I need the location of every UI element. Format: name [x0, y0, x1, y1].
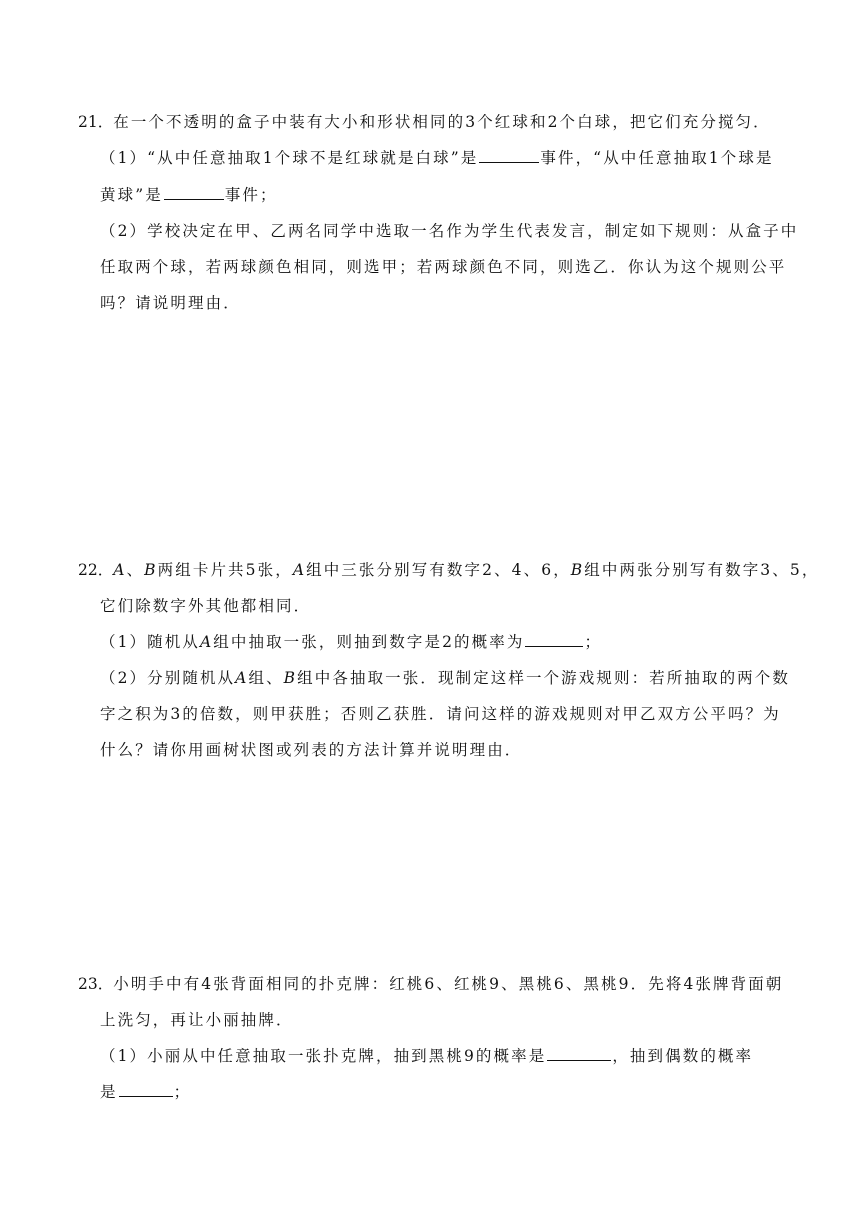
- q22-part2-line1: [100, 666, 790, 688]
- variable-b: B: [144, 561, 158, 579]
- part-text: 是: [100, 1083, 118, 1101]
- q22-part2-line3: [100, 738, 522, 760]
- stem-text: 上洗匀，再让小丽抽牌．: [100, 1011, 294, 1029]
- part-text: 组中抽取一张，则抽到数字是2的概率为: [213, 633, 525, 651]
- q23-part1-line2: [100, 1080, 191, 1102]
- variable-a: A: [113, 561, 127, 579]
- q23-stem-line2: [100, 1008, 294, 1030]
- variable-a: A: [292, 561, 307, 579]
- q22-part2-line2: [100, 702, 781, 724]
- part-text: 黄球”是: [100, 186, 163, 204]
- q21-stem-line: [78, 110, 771, 132]
- stem-text: 两组卡片共5张，: [157, 561, 293, 579]
- part-text: （1）“从中任意抽取1个球不是红球就是白球”是: [100, 149, 479, 167]
- part-text: 事件，“从中任意抽取1个球是: [540, 149, 774, 167]
- variable-a: A: [199, 633, 214, 651]
- variable-b: B: [570, 561, 585, 579]
- answer-blank[interactable]: [164, 185, 224, 200]
- part-text: ，抽到偶数的概率: [612, 1047, 754, 1065]
- stem-text: 它们除数字外其他都相同．: [100, 597, 312, 615]
- q22-part1-line: [100, 630, 602, 652]
- q21-part1-line2: [100, 183, 278, 205]
- question-number: 22．: [78, 561, 114, 579]
- part-text: （1）随机从: [100, 633, 200, 651]
- part-text: （2）学校决定在甲、乙两名同学中选取一名作为学生代表发言，制定如下规则：从盒子中: [100, 222, 799, 240]
- part-text: （1）小丽从中任意抽取一张扑克牌，抽到黑桃9的概率是: [100, 1047, 547, 1065]
- part-text: 什么？请你用画树状图或列表的方法计算并说明理由．: [100, 741, 523, 759]
- q22-stem-line: [78, 558, 819, 580]
- question-stem: 在一个不透明的盒子中装有大小和形状相同的3个红球和2个白球，把它们充分搅匀．: [113, 113, 771, 131]
- q21-part2-line3: [100, 291, 241, 313]
- question-stem: 小明手中有4张背面相同的扑克牌：红桃6、红桃9、黑桃6、黑桃9．先将4张牌背面朝: [113, 975, 784, 993]
- question-number: 23．: [78, 975, 114, 993]
- variable-b: B: [283, 669, 298, 687]
- part-text: （2）分别随机从: [100, 669, 236, 687]
- part-text: ；: [173, 1083, 192, 1101]
- q21-part1-line1: [100, 146, 774, 168]
- part-text: 组、: [248, 669, 284, 687]
- stem-text: 、: [126, 561, 145, 579]
- part-text: 事件；: [224, 186, 278, 204]
- part-text: 组中各抽取一张．现制定这样一个游戏规则：若所抽取的两个数: [297, 669, 790, 687]
- q21-part2-line2: [100, 255, 786, 277]
- q23-stem-line: [78, 972, 783, 994]
- part-text: ；: [584, 633, 603, 651]
- answer-blank[interactable]: [547, 1046, 611, 1061]
- answer-blank[interactable]: [525, 632, 583, 647]
- question-number: 21．: [78, 113, 114, 131]
- q22-stem-line2: [100, 594, 311, 616]
- part-text: 吗？请说明理由．: [100, 294, 241, 312]
- q23-part1-line1: [100, 1044, 753, 1066]
- stem-text: 组中三张分别写有数字2、4、6，: [306, 561, 571, 579]
- stem-text: 组中两张分别写有数字3、5，: [584, 561, 820, 579]
- answer-blank[interactable]: [479, 148, 539, 163]
- q21-part2-line1: [100, 219, 798, 241]
- part-text: 任取两个球，若两球颜色相同，则选甲；若两球颜色不同，则选乙．你认为这个规则公平: [100, 258, 787, 276]
- variable-a: A: [235, 669, 249, 687]
- part-text: 字之积为3的倍数，则甲获胜；否则乙获胜．请问这样的游戏规则对甲乙双方公平吗？为: [100, 705, 781, 723]
- answer-blank[interactable]: [119, 1082, 173, 1097]
